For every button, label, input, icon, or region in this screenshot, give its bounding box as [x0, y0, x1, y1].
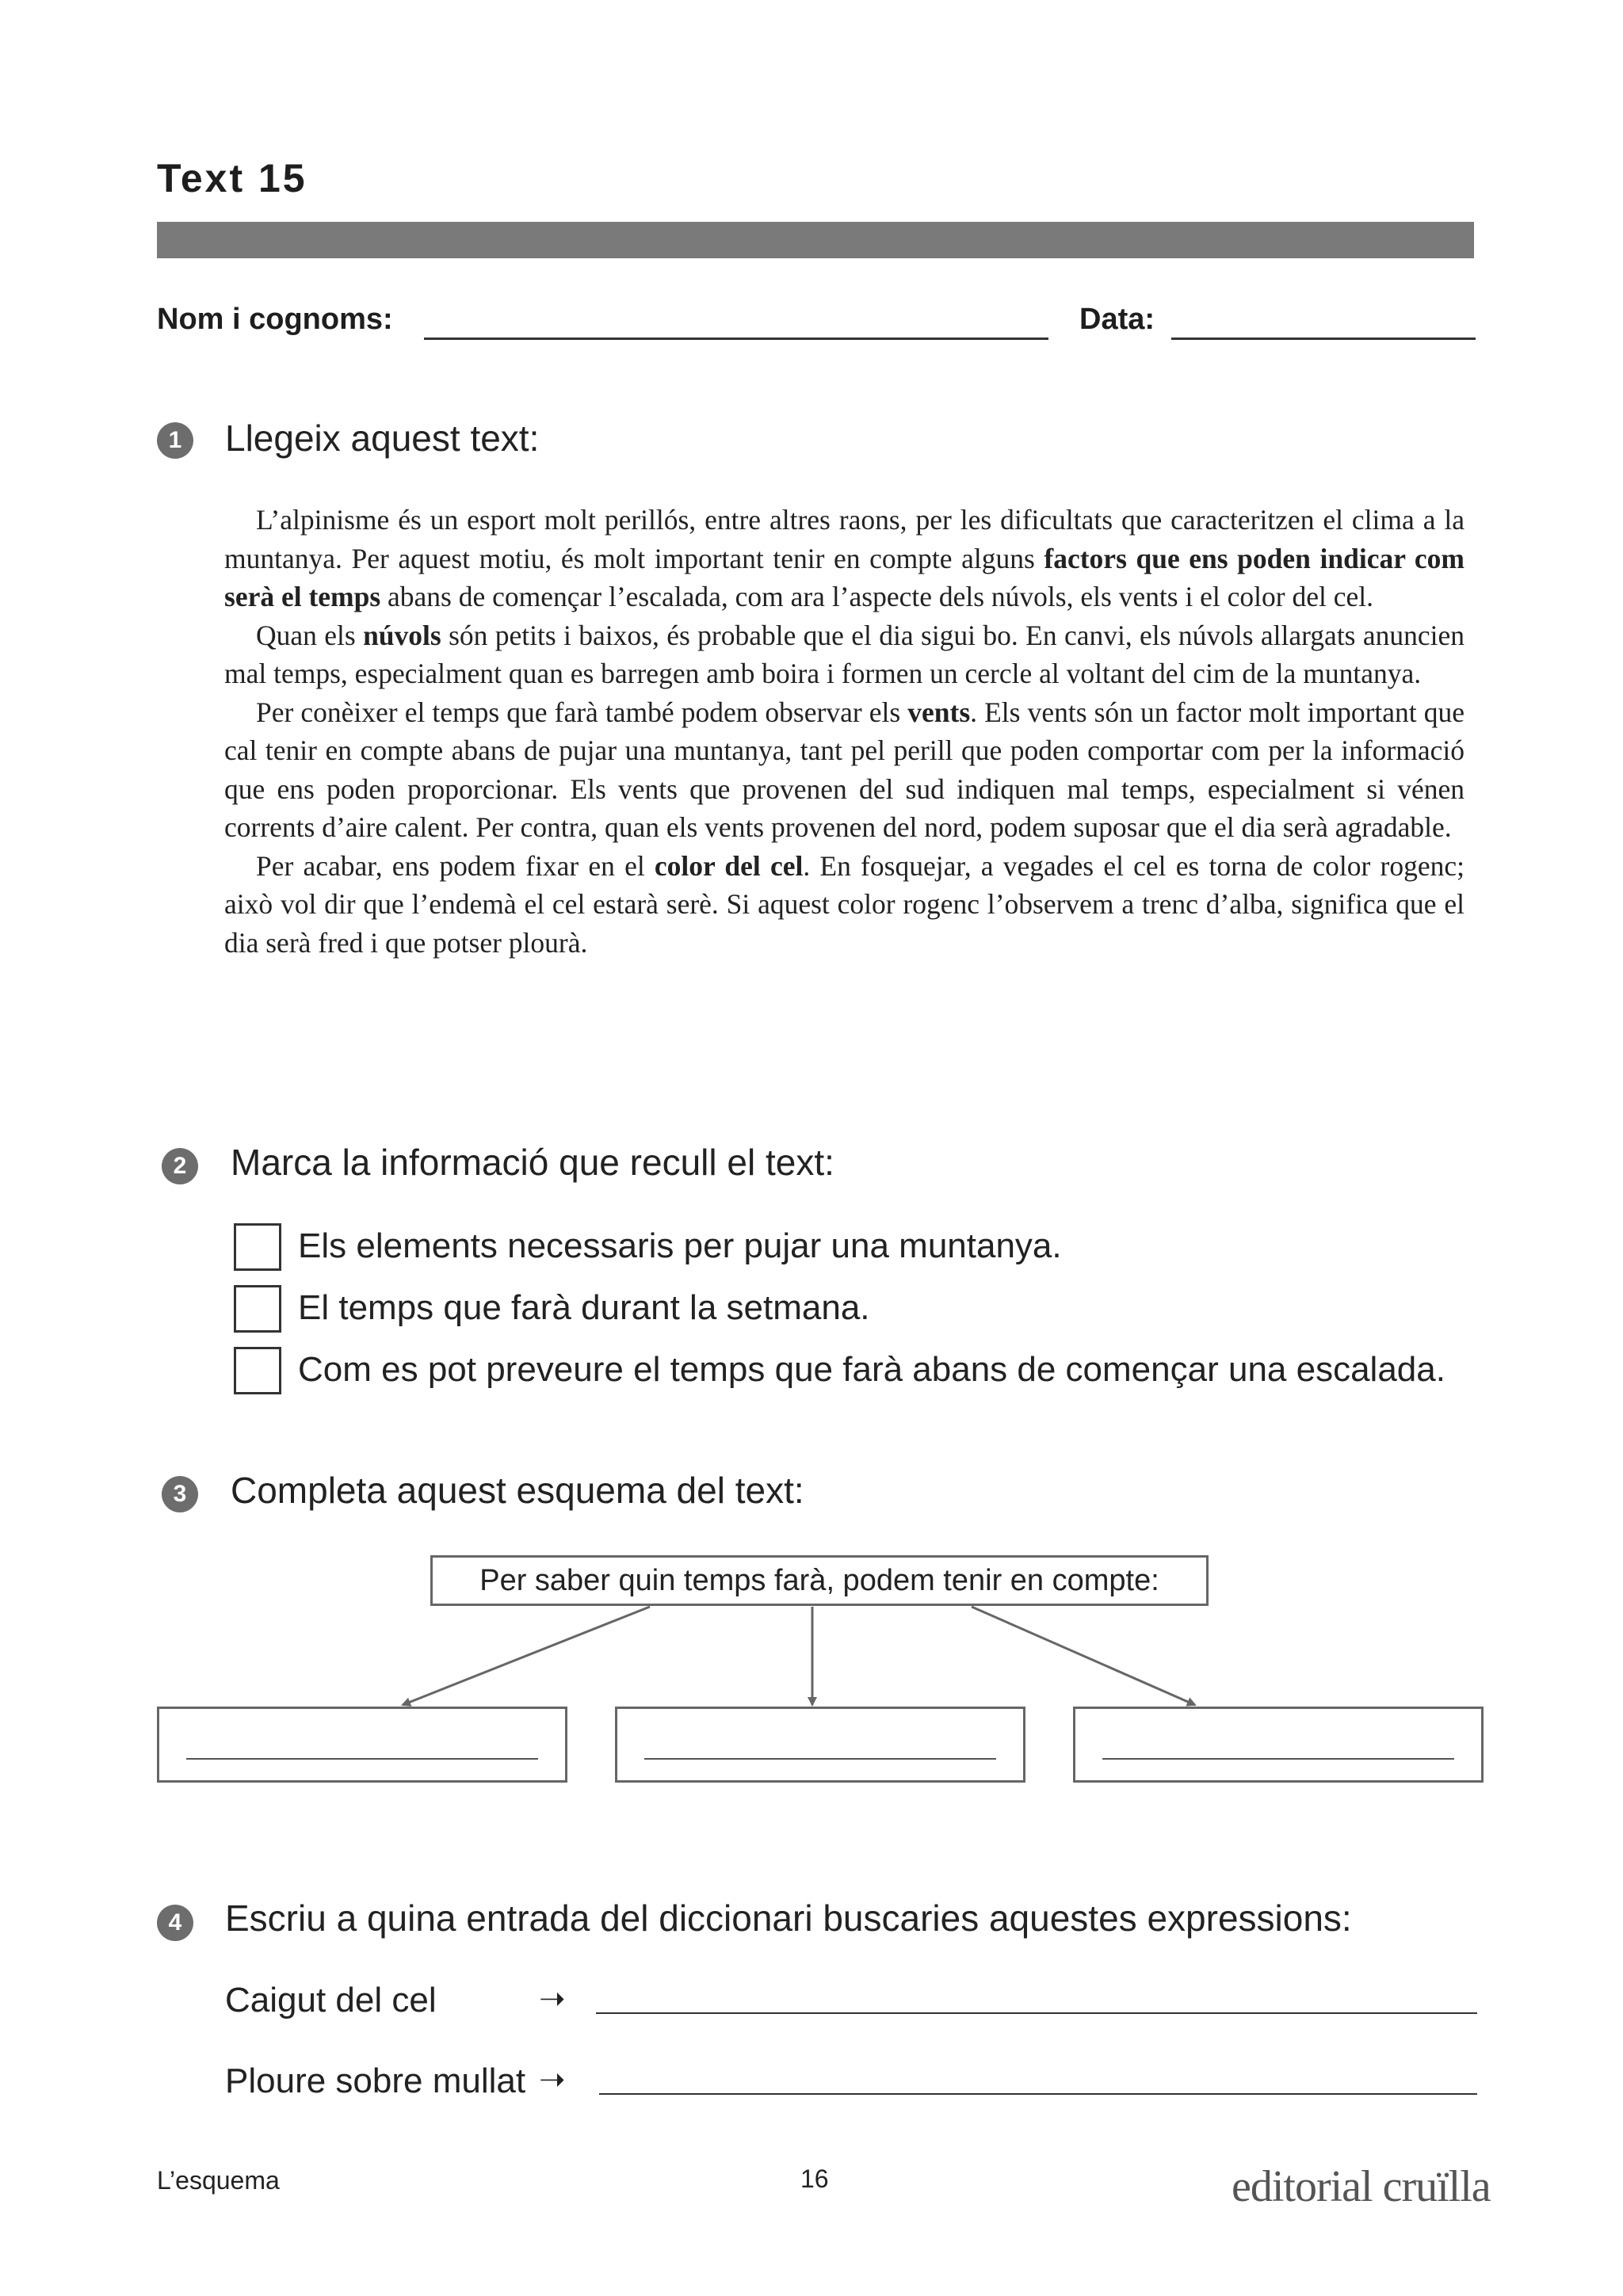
passage-keyword: núvols: [363, 619, 441, 651]
answer-field-1[interactable]: [596, 2012, 1477, 2014]
question-4-number: 4: [157, 1905, 193, 1941]
arrow-icon: ➝: [539, 2062, 566, 2097]
passage-text: . En fosquejar, a vegades el cel es torna de color rogenc; això vol dir que l’endemà el cel estarà serè. Si aquest color rogenc l’observem a trenc d’alba, significa que el dia serà fred i que potser plourà.: [224, 849, 1465, 959]
question-2-number: 2: [162, 1148, 198, 1184]
option-2-label: El temps que farà durant la setmana.: [298, 1288, 870, 1327]
question-2-prompt: Marca la informació que recull el text:: [231, 1142, 834, 1183]
passage-keyword: vents: [907, 696, 971, 728]
scheme-answer-box-2[interactable]: [615, 1707, 1025, 1783]
option-1-label: Els elements necessaris per pujar una muntanya.: [298, 1226, 1062, 1265]
passage-text: abans de començar l’escalada, com ara l’aspecte dels núvols, els vents i el color del cel.: [380, 581, 1373, 612]
answer-line: [1102, 1758, 1454, 1760]
footer-section-label: L’esquema: [157, 2166, 280, 2195]
publisher-logo: editorial cruïlla: [1232, 2162, 1491, 2211]
arrow-right: [972, 1607, 1195, 1705]
scheme-top-box: Per saber quin temps farà, podem tenir en compte:: [430, 1555, 1209, 1606]
passage-text: L’alpinisme és un esport molt perillós, entre altres raons, per les dificultats que caracteritzen el clima a la muntanya. Per aquest motiu, és molt important tenir en compte alguns: [224, 504, 1465, 574]
question-3-prompt: Completa aquest esquema del text:: [231, 1470, 804, 1511]
option-3-label: Com es pot preveure el temps que farà abans de començar una escalada.: [298, 1350, 1445, 1389]
question-1-number: 1: [157, 422, 193, 459]
passage-text: Quan els: [256, 619, 364, 651]
passage-text: són petits i baixos, és probable que el dia sigui bo. En canvi, els núvols allargats anuncien mal temps, especialment quan es barregen amb boira i formen un cercle al voltant del cim de la muntanya.: [224, 619, 1465, 689]
question-4-prompt: Escriu a quina entrada del diccionari buscaries aquestes expressions:: [225, 1897, 1352, 1939]
passage-text: . Els vents són un factor molt important que cal tenir en compte abans de pujar una muntanya, tant pel perill que poden comportar com per la informació que ens poden proporcionar. Els vents que provenen del sud indiquen mal temps, especialment si vénen corrents d’aire calent. Per contra, quan els vents provenen del nord, podem suposar que el dia serà agradable.: [224, 696, 1465, 843]
passage-keyword: color del cel: [654, 849, 804, 882]
arrow-icon: ➝: [539, 1981, 566, 2016]
question-3-number: 3: [162, 1476, 198, 1512]
passage-text: Per conèixer el temps que farà també podem observar els: [256, 696, 908, 728]
passage-keyword: factors que ens poden indicar com serà el temps: [224, 542, 1465, 612]
passage-text: Per acabar, ens podem fixar en el: [256, 849, 655, 882]
answer-line: [186, 1758, 538, 1760]
answer-field-2[interactable]: [599, 2093, 1477, 2095]
answer-line: [644, 1758, 996, 1760]
arrow-left: [403, 1607, 650, 1705]
expression-1: Caigut del cel: [225, 1981, 437, 2019]
page-number: 16: [800, 2164, 829, 2193]
expression-2: Ploure sobre mullat: [225, 2061, 526, 2100]
scheme-answer-box-3[interactable]: [1073, 1707, 1484, 1783]
page-title: Text 15: [157, 156, 307, 200]
question-1-prompt: Llegeix aquest text:: [225, 418, 540, 459]
date-label: Data:: [1079, 303, 1155, 336]
scheme-answer-box-1[interactable]: [157, 1707, 567, 1783]
name-label: Nom i cognoms:: [157, 303, 393, 336]
